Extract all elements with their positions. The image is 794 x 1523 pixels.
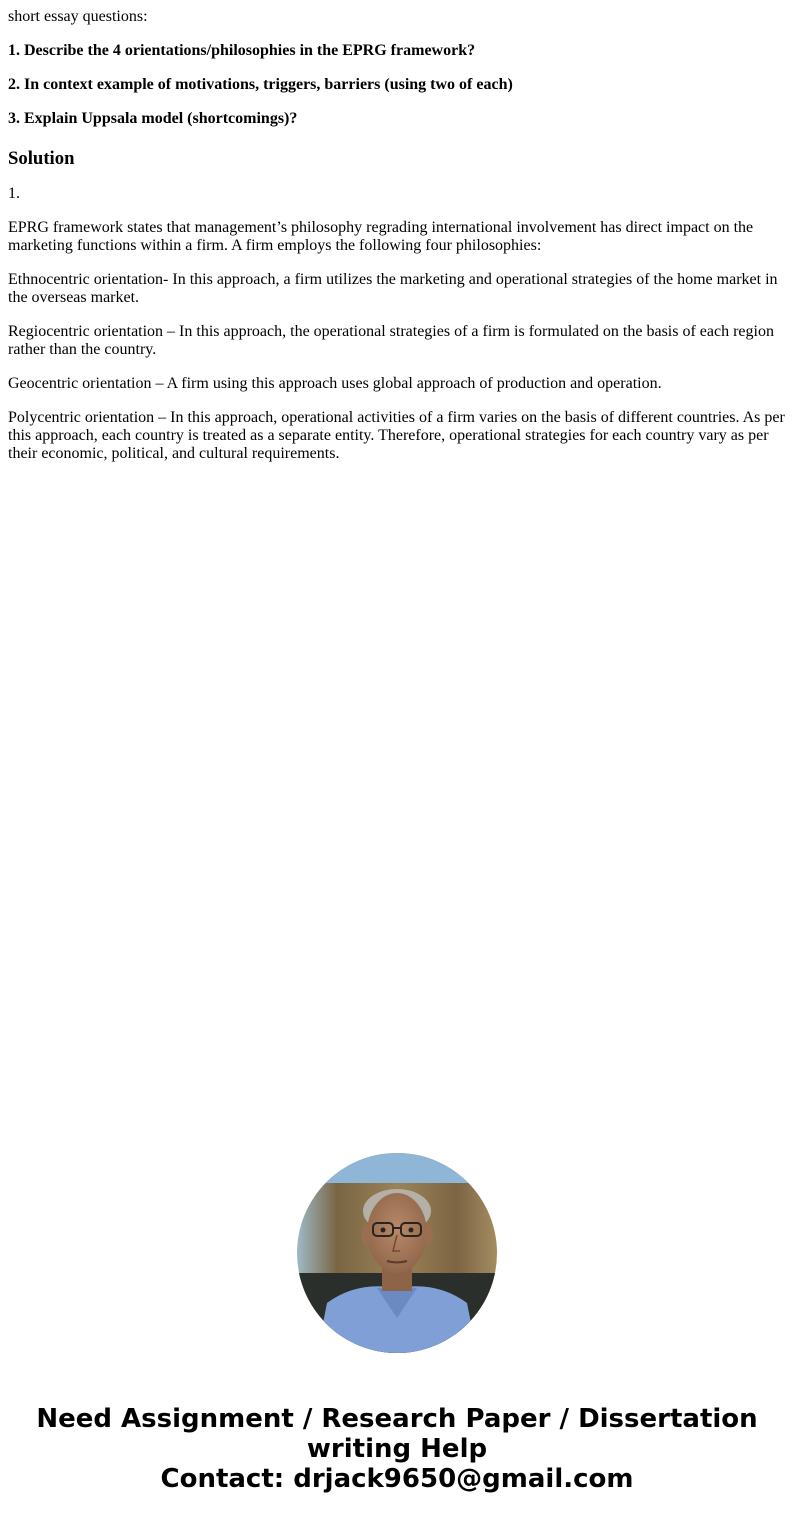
solution-paragraph-geocentric: Geocentric orientation – A firm using this approach uses global approach of production and operation. <box>8 375 662 392</box>
solution-paragraph-regiocentric: Regiocentric orientation – In this approach, the operational strategies of a firm is formulated on the basis of each region rather than the country. <box>8 323 774 358</box>
promo-banner <box>0 1404 794 1494</box>
solution-paragraph-polycentric: Polycentric orientation – In this approach, operational activities of a firm varies on the basis of different countries. As per this approach, each country is treated as a separate entity. Therefore, operational strategies for each country vary as per their economic, political, and cultural requirements. <box>8 409 785 462</box>
intro-text: short essay questions: <box>8 8 148 25</box>
solution-heading: Solution <box>8 148 75 169</box>
solution-number: 1. <box>8 185 20 202</box>
solution-paragraph-ethnocentric: Ethnocentric orientation- In this approach, a firm utilizes the marketing and operational strategies of the home market in the overseas market. <box>8 271 778 306</box>
question-2: 2. In context example of motivations, triggers, barriers (using two of each) <box>8 76 513 93</box>
avatar-portrait-image <box>297 1153 497 1353</box>
promo-contact[interactable]: Contact: drjack9650@gmail.com <box>160 1464 634 1494</box>
solution-paragraph-intro: EPRG framework states that management’s philosophy regrading international involvement has direct impact on the marketing functions within a firm. A firm employs the following four philosophies: <box>8 219 754 254</box>
document-body <box>8 8 788 479</box>
question-1: 1. Describe the 4 orientations/philosophies in the EPRG framework? <box>8 42 476 59</box>
question-3: 3. Explain Uppsala model (shortcomings)? <box>8 110 298 127</box>
promo-line-2: writing Help <box>306 1434 488 1464</box>
promo-line-1: Need Assignment / Research Paper / Dissertation <box>36 1404 758 1434</box>
avatar <box>297 1153 497 1353</box>
